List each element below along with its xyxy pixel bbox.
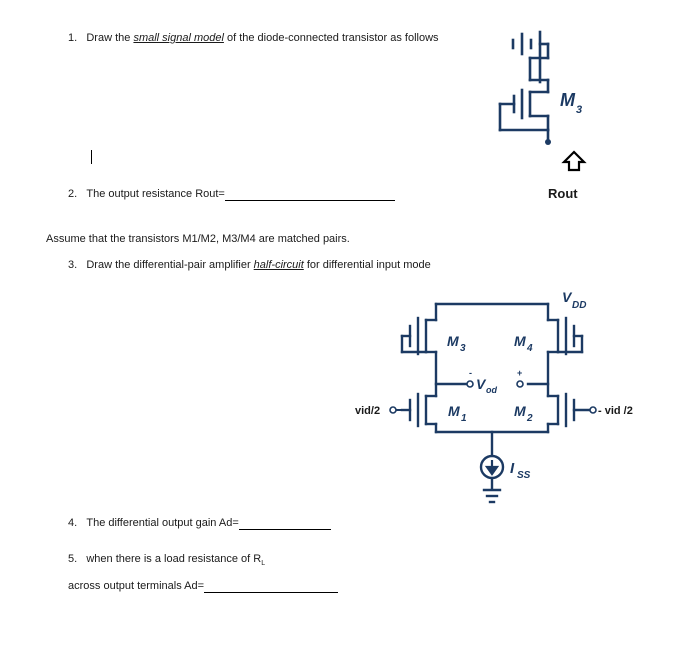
iss-arrow-icon xyxy=(487,460,497,474)
question-1-suffix: of the diode-connected transistor as follows xyxy=(223,32,439,44)
m3-label-fig1: M xyxy=(560,90,575,110)
rout-answer-blank[interactable] xyxy=(225,190,395,201)
m4-label: M xyxy=(514,333,526,349)
rout-arrow-icon xyxy=(564,152,584,170)
question-2 xyxy=(68,188,395,201)
half-circuit-link[interactable]: half-circuit xyxy=(253,259,304,271)
question-4-text: The differential output gain Ad= xyxy=(86,517,239,529)
vod-subscript: od xyxy=(486,385,497,395)
question-4 xyxy=(68,517,331,530)
small-signal-model-link[interactable]: small signal model xyxy=(133,32,224,44)
iss-current-source xyxy=(481,456,503,478)
question-1-prefix: Draw the xyxy=(86,32,134,44)
iss-subscript: SS xyxy=(517,470,531,481)
vid-left-terminal xyxy=(390,407,396,413)
question-1-number: 1. xyxy=(68,32,78,44)
m1-label: M xyxy=(448,403,460,419)
question-3-prefix: Draw the differential-pair amplifier xyxy=(86,259,254,271)
m2-subscript: 2 xyxy=(527,413,533,424)
question-4-number: 4. xyxy=(68,517,78,529)
vid-right-label: - vid /2 xyxy=(598,405,633,417)
question-5-number: 5. xyxy=(68,553,78,565)
vod-minus-terminal xyxy=(467,381,473,387)
rout-label: Rout xyxy=(548,186,578,201)
question-2-number: 2. xyxy=(68,188,78,200)
m1-subscript: 1 xyxy=(461,413,467,424)
vod-plus-sign: + xyxy=(517,368,523,378)
question-5 xyxy=(68,553,265,570)
assumption-text: Assume that the transistors M1/M2, M3/M4 are matched pairs. xyxy=(46,233,350,245)
question-3 xyxy=(68,259,431,272)
m4-subscript: 4 xyxy=(527,343,533,354)
vod-minus-sign: - xyxy=(469,368,472,378)
question-5-text: when there is a load resistance of R xyxy=(86,553,262,565)
text-cursor xyxy=(91,150,92,164)
vid-left-label: vid/2 xyxy=(355,405,381,417)
iss-label: I xyxy=(510,460,515,477)
vdd-subscript: DD xyxy=(572,300,587,311)
vdd-label: V xyxy=(562,289,572,305)
question-3-number: 3. xyxy=(68,259,78,271)
question-5-subscript: L xyxy=(261,560,266,568)
vod-plus-terminal xyxy=(517,381,523,387)
question-3-suffix: for differential input mode xyxy=(303,259,431,271)
ad-answer-blank[interactable] xyxy=(239,519,331,530)
vod-label: V xyxy=(476,376,486,392)
question-5b-text: across output terminals Ad= xyxy=(68,580,205,592)
output-node xyxy=(545,139,551,145)
vid-right-terminal xyxy=(590,407,596,413)
m3-subscript-fig1: 3 xyxy=(576,104,583,116)
m2-label: M xyxy=(514,403,526,419)
m3-label-fig2: M xyxy=(447,333,459,349)
question-2-text: The output resistance Rout= xyxy=(86,188,225,200)
question-5-continued xyxy=(68,580,338,593)
m3-subscript-fig2: 3 xyxy=(460,343,466,354)
question-1 xyxy=(68,32,439,45)
ad-rl-answer-blank[interactable] xyxy=(204,582,338,593)
